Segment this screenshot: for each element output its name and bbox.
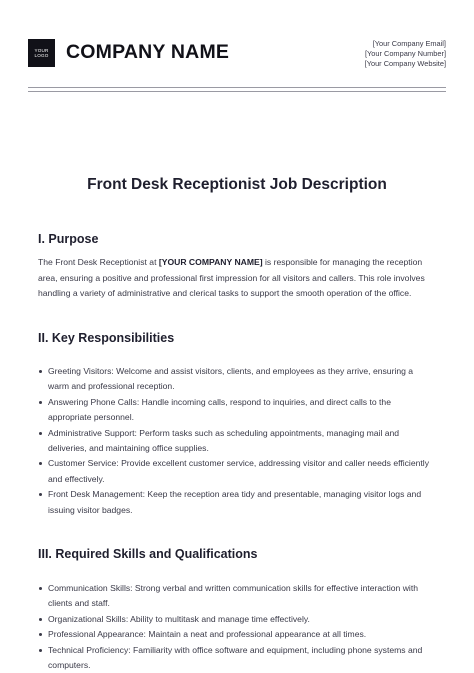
list-item: Organizational Skills: Ability to multitask and manage time effectively. (38, 612, 436, 627)
skills-list (38, 581, 436, 673)
responsibilities-heading: II. Key Responsibilities (38, 331, 175, 345)
responsibilities-list (38, 364, 436, 518)
document-header (28, 39, 446, 69)
logo-text-line2: LOGO (34, 53, 49, 58)
document-title: Front Desk Receptionist Job Description (87, 176, 387, 193)
company-name: COMPANY NAME (66, 41, 230, 63)
purpose-heading: I. Purpose (38, 232, 99, 246)
purpose-paragraph (38, 255, 436, 302)
list-item: Administrative Support: Perform tasks such as scheduling appointments, managing mail and deliveries, and maintaining office supplies. (38, 426, 436, 457)
company-name-placeholder: [YOUR COMPANY NAME] (158, 257, 263, 267)
list-item: Front Desk Management: Keep the reception area tidy and presentable, managing visitor logs and issuing visitor badges. (38, 487, 436, 518)
company-number: [Your Company Number] (364, 49, 446, 58)
list-item: Customer Service: Provide excellent customer service, addressing visitor and caller needs efficiently and effectively. (38, 456, 436, 487)
purpose-text-end: is responsible for managing the reception area, ensuring a positive and professional first impression for all visitors and callers. This role involves handling a variety of administrative and clerical tasks to support the smooth operation of the office. (38, 257, 425, 299)
skills-heading: III. Required Skills and Qualifications (38, 547, 258, 561)
company-email: [Your Company Email] (372, 39, 446, 48)
company-logo (28, 39, 55, 67)
list-item: Professional Appearance: Maintain a neat and professional appearance at all times. (38, 627, 436, 642)
header-divider-top (28, 87, 446, 88)
list-item: Technical Proficiency: Familiarity with office software and equipment, including phone systems and computers. (38, 643, 436, 673)
company-contact-block (365, 39, 446, 69)
list-item: Communication Skills: Strong verbal and written communication skills for effective interaction with clients and staff. (38, 581, 436, 612)
list-item: Greeting Visitors: Welcome and assist visitors, clients, and employees as they arrive, ensuring a warm and professional reception. (38, 364, 436, 395)
company-website: [Your Company Website] (364, 59, 446, 68)
purpose-text-start: The Front Desk Receptionist at (38, 257, 159, 267)
header-divider-bottom (28, 91, 446, 92)
logo-text-line1: YOUR (34, 47, 49, 53)
list-item: Answering Phone Calls: Handle incoming calls, respond to inquiries, and direct calls to the appropriate personnel. (38, 395, 436, 426)
